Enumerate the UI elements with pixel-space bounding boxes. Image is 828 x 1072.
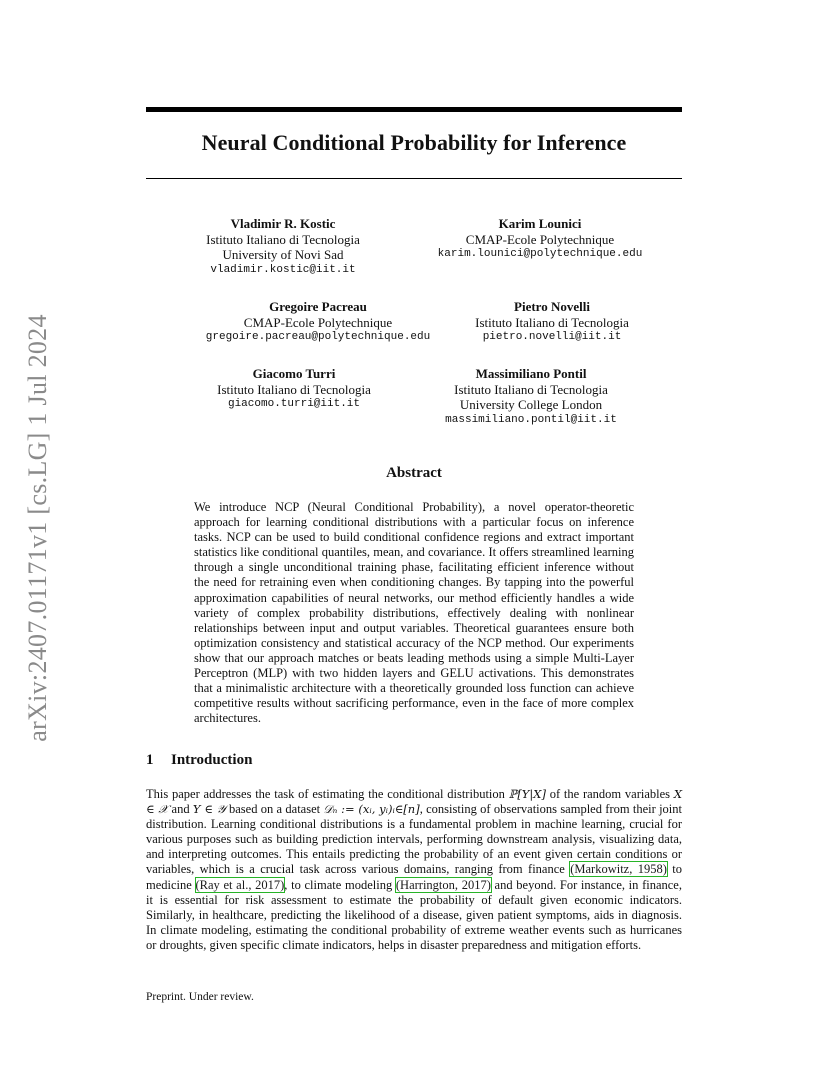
- author-email[interactable]: vladimir.kostic@iit.it: [210, 263, 356, 276]
- author-block-5: [194, 366, 394, 413]
- author-block-2: [412, 216, 668, 263]
- math-inline: ℙ[Y|X]: [508, 787, 546, 801]
- text-run: to medicine: [146, 862, 682, 892]
- author-email[interactable]: karim.lounici@polytechnique.edu: [437, 248, 643, 260]
- author-email[interactable]: massimiliano.pontil@iit.it: [445, 413, 617, 426]
- paper-title: Neural Conditional Probability for Inference: [201, 130, 627, 155]
- author-email[interactable]: pietro.novelli@iit.it: [482, 331, 622, 343]
- author-name: Pietro Novelli: [514, 299, 590, 314]
- author-affiliation: Istituto Italiano di Tecnologia: [217, 381, 371, 397]
- author-email[interactable]: giacomo.turri@iit.it: [227, 398, 361, 410]
- title-top-rule: [146, 107, 682, 112]
- math-inline: X ∈ 𝒳: [146, 787, 682, 817]
- section-title: Introduction: [171, 752, 253, 768]
- text-run: of the random variables: [545, 787, 674, 801]
- citation-link[interactable]: (Markowitz, 1958): [570, 862, 667, 877]
- author-name: Massimiliano Pontil: [475, 366, 587, 381]
- author-affiliation: University College London: [459, 397, 603, 412]
- author-affiliation: Istituto Italiano di Tecnologia: [475, 314, 629, 330]
- author-block-4: [452, 299, 652, 346]
- author-name: Gregoire Pacreau: [269, 299, 367, 314]
- author-email[interactable]: gregoire.pacreau@polytechnique.edu: [205, 331, 431, 343]
- author-name: Karim Lounici: [498, 216, 582, 231]
- author-affiliation: Istituto Italiano di Tecnologia: [454, 381, 608, 397]
- author-affiliation: Istituto Italiano di Tecnologia: [206, 231, 360, 247]
- author-block-1: [170, 216, 396, 278]
- footer-note: Preprint. Under review.: [146, 991, 254, 1003]
- section-number: 1: [146, 752, 154, 768]
- abstract-text: We introduce NCP (Neural Conditional Probability), a novel operator-theoretic approach for learning conditional distributions with a particular focus on inference tasks. NCP can be used to build conditional confidence regions and extract important statistics like conditional quantiles, mean, and covariance. It offers streamlined learning through a single unconditional training phase, facilitating efficient inference without the need for retraining even when conditioning changes. By tapping into the powerful approximation capabilities of neural networks, our method efficiently handles a wide variety of complex probability distributions, effectively dealing with nonlinear relationships between input and output variables. Theoretical guarantees ensure both optimization consistency and statistical accuracy of the NCP method. Our experiments show that our approach matches or beats leading methods using a simple Multi-Layer Perceptron (MLP) with two hidden layers and GELU activations. This demonstrates that a minimalistic architecture with a theoretically grounded loss function can achieve competitive results without sacrificing performance, even in the face of more complex architectures.: [194, 500, 634, 726]
- text-run: and beyond. For instance, in finance, it is essential for risk assessment to estimate the probability of default given economic indicators. Similarly, in healthcare, predicting the likelihood of a disease, given patient symptoms, aids in diagnosis. In climate modeling, estimating the conditional probability of extreme weather events such as hurricanes or droughts, given specific climate indicators, helps in disaster preparedness and mitigation efforts.: [146, 877, 682, 952]
- author-affiliation: CMAP-Ecole Polytechnique: [465, 231, 615, 247]
- intro-paragraph: [146, 787, 682, 953]
- arxiv-sidebar-stamp: arXiv:2407.01171v1 [cs.LG] 1 Jul 2024: [23, 314, 52, 742]
- text-run: This paper addresses the task of estimating the conditional distribution: [146, 787, 509, 801]
- section-heading: [146, 752, 252, 769]
- text-run: , consisting of observations sampled from their joint distribution. Learning conditional distributions is a fundamental problem in machine learning, crucial for various purposes such as building prediction intervals, performing downstream analysis, visualizing data, and interpreting outcomes. This entails predicting the probability of an event given certain conditions or variables, which is a crucial task across various domains, ranging from finance: [146, 802, 683, 877]
- author-name: Giacomo Turri: [252, 366, 336, 381]
- text-run: , to climate modeling: [284, 877, 396, 892]
- citation-link[interactable]: (Ray et al., 2017): [195, 877, 285, 892]
- author-block-3: [180, 299, 456, 346]
- author-affiliation: CMAP-Ecole Polytechnique: [243, 314, 393, 330]
- math-inline: Y ∈ 𝒴: [192, 802, 226, 817]
- abstract-heading: Abstract: [386, 465, 442, 481]
- text-run: based on a dataset: [225, 802, 324, 817]
- math-inline: 𝒟ₙ := (xᵢ, yᵢ)ᵢ∈[n]: [323, 802, 420, 817]
- citation-link[interactable]: (Harrington, 2017): [395, 877, 491, 892]
- title-bottom-rule: [146, 178, 682, 179]
- author-affiliation: University of Novi Sad: [222, 247, 344, 262]
- author-block-6: [420, 366, 642, 428]
- text-run: and: [168, 802, 193, 817]
- author-name: Vladimir R. Kostic: [230, 216, 336, 231]
